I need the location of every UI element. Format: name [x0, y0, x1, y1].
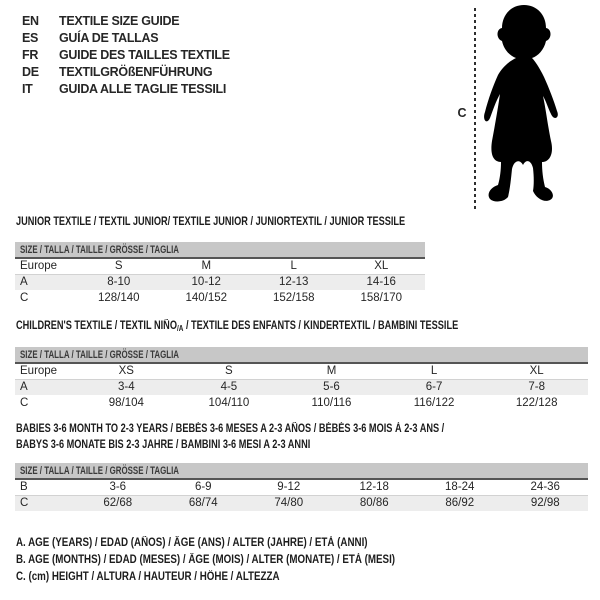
table-row: [15, 395, 588, 411]
section-title-babies-line1: BABIES 3-6 MONTH TO 2-3 YEARS / BEBÉS 3-6 MESES A 2-3 AÑOS / BÉBÉS 3-6 MOIS À 2-3 ANS /: [16, 423, 445, 435]
language-code: ES: [22, 31, 39, 45]
table-cell: 7-8: [485, 379, 588, 395]
language-row-en: [22, 13, 230, 30]
table-cell: 12-13: [250, 274, 338, 290]
language-code: FR: [22, 48, 39, 62]
title-pre: CHILDREN'S TEXTILE / TEXTIL NIÑO: [16, 320, 177, 332]
section-title-junior-text: JUNIOR TEXTILE / TEXTIL JUNIOR/ TEXTILE JUNIOR / JUNIORTEXTIL / JUNIOR TESSILE: [16, 216, 406, 228]
table-cell: 128/140: [97, 292, 140, 304]
title-subscript: /A: [176, 324, 184, 333]
size-header-text: SIZE / TALLA / TAILLE / GRÖSSE / TAGLIA: [20, 464, 179, 477]
table-cell: 158/170: [360, 292, 403, 304]
table-cell: M: [280, 363, 383, 379]
size-header-bar: [15, 463, 588, 479]
row-label: C: [20, 397, 29, 409]
table-cell: 3-6: [75, 479, 161, 495]
table-cell: 4-5: [178, 379, 281, 395]
size-table-babies: [15, 463, 588, 511]
size-table-junior: [15, 242, 425, 306]
size-header-text: SIZE / TALLA / TAILLE / GRÖSSE / TAGLIA: [20, 243, 179, 256]
title-post: / TEXTILE DES ENFANTS / KINDERTEXTIL / BAMBINI TESSILE: [183, 320, 459, 332]
language-row-de: [22, 64, 230, 81]
language-code: EN: [22, 14, 39, 28]
table-cell: 5-6: [280, 379, 383, 395]
size-table-children: [15, 347, 588, 411]
row-label: B: [15, 479, 75, 495]
footnotes: [16, 535, 462, 586]
section-title-children: [16, 320, 569, 333]
table-cell: 62/68: [75, 495, 161, 511]
table-cell: 98/104: [108, 397, 144, 409]
row-label: Europe: [15, 258, 75, 274]
row-label: C: [20, 292, 29, 304]
table-cell: 122/128: [515, 397, 558, 409]
table-cell: 80/86: [332, 495, 418, 511]
size-header-text: SIZE / TALLA / TAILLE / GRÖSSE / TAGLIA: [20, 348, 179, 361]
language-row-fr: [22, 47, 230, 64]
table-cell: 9-12: [246, 479, 332, 495]
table-cell: S: [75, 258, 163, 274]
table-row: [15, 258, 425, 274]
table-cell: 74/80: [246, 495, 332, 511]
language-text: TEXTILGRÖßENFÜHRUNG: [59, 65, 213, 79]
row-label: C: [15, 495, 75, 511]
language-code: DE: [22, 65, 39, 79]
table-cell: 14-16: [338, 274, 426, 290]
height-measure-dashed-line: [474, 8, 476, 209]
table-cell: M: [163, 258, 251, 274]
section-title-babies-line2: BABYS 3-6 MONATE BIS 2-3 JAHRE / BAMBINI 3-6 MESI A 2-3 ANNI: [16, 438, 311, 451]
footnote-c-text: C. (cm) HEIGHT / ALTURA / HAUTEUR / HÖHE / ALTEZZA: [16, 571, 280, 583]
footnote-a: [16, 535, 462, 552]
table-row: [15, 274, 425, 290]
table-cell: 8-10: [75, 274, 163, 290]
table-cell: 140/152: [185, 292, 228, 304]
table-cell: 68/74: [161, 495, 247, 511]
table-row: [15, 479, 588, 495]
size-header-row: [15, 347, 588, 363]
baby-silhouette-icon: [478, 5, 570, 207]
footnote-a-text: A. AGE (YEARS) / EDAD (AÑOS) / ÂGE (ANS) / ALTER (JAHRE) / ETÀ (ANNI): [16, 537, 368, 549]
table-cell: 10-12: [163, 274, 251, 290]
section-title-junior: [16, 216, 502, 228]
height-label-c: C: [457, 106, 467, 120]
language-list: [22, 13, 230, 98]
table-cell: 24-36: [503, 479, 589, 495]
size-header-bar: [15, 347, 588, 363]
language-text: GUÍA DE TALLAS: [59, 31, 159, 45]
table-cell: XS: [75, 363, 178, 379]
language-row-it: [22, 81, 230, 98]
footnote-c: [16, 569, 462, 586]
table-row: [15, 290, 425, 306]
table-cell: 18-24: [417, 479, 503, 495]
table-cell: L: [250, 258, 338, 274]
footnote-b-text: B. AGE (MONTHS) / EDAD (MESES) / ÂGE (MOIS) / ALTER (MONATE) / ETÀ (MESI): [16, 554, 396, 566]
table-cell: 6-7: [383, 379, 486, 395]
row-label: A: [15, 379, 75, 395]
table-cell: 6-9: [161, 479, 247, 495]
table-cell: 86/92: [417, 495, 503, 511]
footnote-b: [16, 552, 462, 569]
table-cell: 152/158: [272, 292, 315, 304]
language-text: TEXTILE SIZE GUIDE: [59, 14, 180, 28]
table-cell: 3-4: [75, 379, 178, 395]
table-cell: 92/98: [503, 495, 589, 511]
table-cell: L: [383, 363, 486, 379]
language-code: IT: [22, 82, 33, 96]
size-header-row: [15, 463, 588, 479]
table-cell: 116/122: [413, 397, 455, 409]
row-label: Europe: [15, 363, 75, 379]
table-cell: 110/116: [311, 397, 352, 409]
language-text: GUIDE DES TAILLES TEXTILE: [59, 48, 230, 62]
table-cell: S: [178, 363, 281, 379]
size-header-bar: [15, 242, 425, 258]
size-header-row: [15, 242, 425, 258]
table-row: [15, 495, 588, 511]
language-text: GUIDA ALLE TAGLIE TESSILI: [59, 82, 227, 96]
section-title-children-text: [16, 320, 458, 333]
row-label: A: [15, 274, 75, 290]
table-row: [15, 379, 588, 395]
table-cell: XL: [485, 363, 588, 379]
table-cell: 12-18: [332, 479, 418, 495]
language-row-es: [22, 30, 230, 47]
table-cell: XL: [338, 258, 426, 274]
table-row: [15, 363, 588, 379]
section-title-babies: [16, 422, 551, 453]
table-cell: 104/110: [208, 397, 250, 409]
